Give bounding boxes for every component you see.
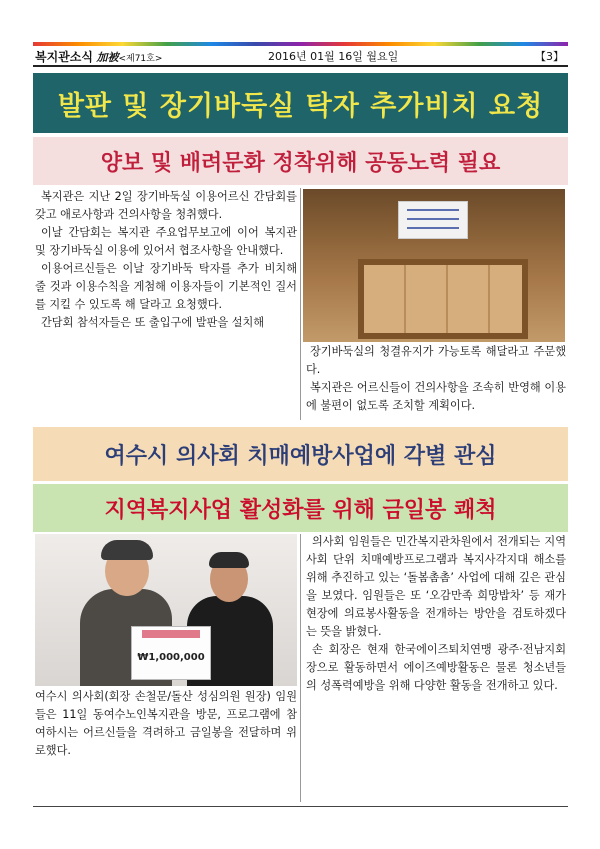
paragraph: 손 회장은 현재 한국에이즈퇴치연맹 광주·전남지회장으로 활동하면서 에이즈예방활동은 물론 청소년들의 성폭력예방을 위해 다양한 활동을 전개하고 있다. (306, 643, 566, 692)
column-divider (300, 188, 301, 420)
notice-sign (398, 201, 468, 239)
article1-left-column (35, 188, 297, 332)
header-divider (33, 65, 568, 67)
color-stripe (33, 42, 568, 46)
check-amount: ₩1,000,000 (137, 652, 205, 663)
paragraph: 여수시 의사회(회장 손철문/돌산 성심의원 원장) 임원들은 11일 동여수노인복지관을 방문, 프로그램에 참여하시는 어르신들을 격려하고 금일봉을 전달하며 위로했다. (35, 690, 297, 757)
wooden-table (358, 259, 528, 339)
article1-right-column (306, 343, 566, 415)
page-header (33, 48, 568, 64)
paragraph: 복지관은 지난 2일 장기바둑실 이용어르신 간담회를 갖고 애로사항과 건의사항을 청취했다. (35, 190, 297, 221)
baduk-table-photo (303, 189, 565, 342)
donation-photo (35, 534, 297, 686)
article1-subheadline: 양보 및 배려문화 정착위해 공동노력 필요 (33, 137, 568, 185)
paragraph: 복지관은 어르신들이 건의사항을 조속히 반영해 이용에 불편이 없도록 조치할 계획이다. (306, 381, 566, 412)
article2-headline: 여수시 의사회 치매예방사업에 각별 관심 (33, 427, 568, 481)
paragraph: 장기바둑실의 청결유지가 가능토록 해달라고 주문했다. (306, 345, 566, 376)
article2-subheadline: 지역복지사업 활성화를 위해 금일봉 쾌척 (33, 484, 568, 532)
footer-divider (33, 806, 568, 807)
newsletter-title: 복지관소식 加被<제71호> (35, 50, 163, 64)
paragraph: 이용어르신들은 이날 장기바둑 탁자를 추가 비치해 줄 것과 이용수칙을 게첨해 이용자들이 기본적인 질서를 지킬 수 있도록 해 달라고 요청했다. (35, 262, 297, 311)
article1-headline: 발판 및 장기바둑실 탁자 추가비치 요청 (33, 73, 568, 133)
column-divider (300, 534, 301, 802)
paragraph: 간담회 참석자들은 또 출입구에 발판을 설치해 (41, 316, 265, 329)
issue-date: 2016년 01월 16일 월요일 (268, 50, 399, 63)
donation-check (131, 626, 211, 680)
paragraph: 이날 간담회는 복지관 주요업무보고에 이어 복지관 및 장기바둑실 이용에 있어서 협조사항을 안내했다. (35, 226, 297, 257)
page-number: 【3】 (535, 50, 564, 63)
paragraph: 의사회 임원들은 민간복지관차원에서 전개되는 지역사회 단위 치매예방프로그램과 복지사각지대 해소를 위해 추진하고 있는 ‘돌봄촘촘’ 사업에 대해 깊은 관심을 보였다. 임원들은 또 ‘오감만족 희망밥차’ 등 재가현장에 의료봉사활동을 전개하는 방안을 검토하겠다는 뜻을 밝혔다. (306, 535, 566, 638)
article2-left-column (35, 688, 297, 760)
article2-right-column (306, 533, 566, 695)
